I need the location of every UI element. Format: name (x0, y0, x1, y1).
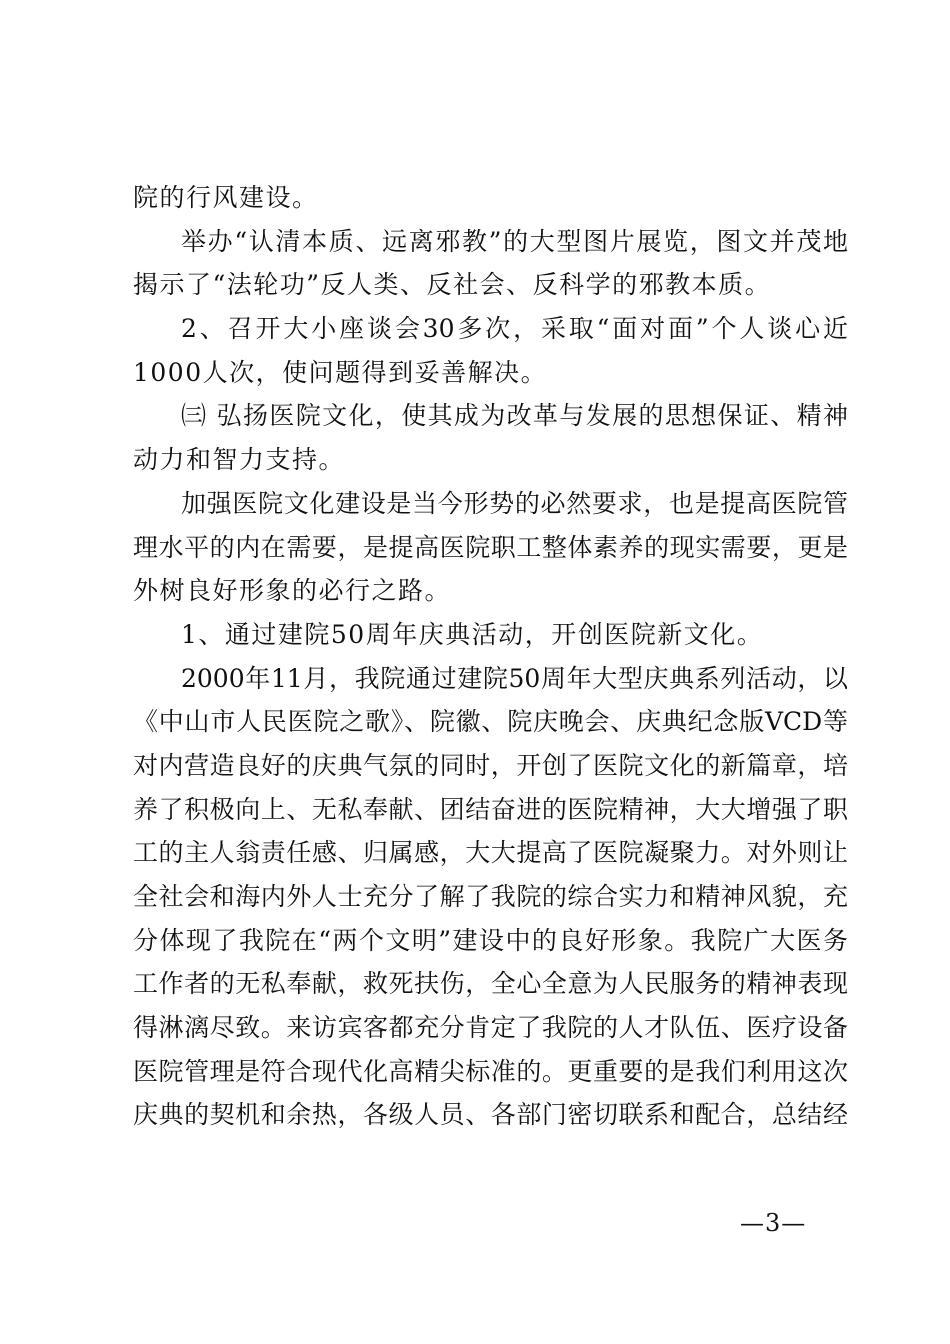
text-line: 庆典的契机和余热，各级人员、各部门密切联系和配合，总结经 (133, 1100, 848, 1130)
body-text (133, 176, 848, 1137)
text-line: 《中山市人民医院之歌》、院徽、院庆晚会、庆典纪念版VCD等 (133, 707, 848, 737)
text-line: 工的主人翁责任感、归属感，大大提高了医院凝聚力。对外则让 (133, 838, 848, 868)
page-number: —3— (740, 1209, 807, 1237)
text-line: 2、召开大小座谈会30多次，采取“面对面”个人谈心近 (181, 314, 848, 344)
text-line: 理水平的内在需要，是提高医院职工整体素养的现实需要，更是 (133, 532, 848, 562)
text-line: 分体现了我院在“两个文明”建设中的良好形象。我院广大医务 (133, 925, 848, 955)
text-line: 外树良好形象的必行之路。 (133, 576, 452, 606)
text-line: 对内营造良好的庆典气氛的同时，开创了医院文化的新篇章，培 (133, 750, 848, 780)
text-line: 养了积极向上、无私奉献、团结奋进的医院精神，大大增强了职 (133, 794, 848, 824)
text-line: 得淋漓尽致。来访宾客都充分肯定了我院的人才队伍、医疗设备 (133, 1013, 848, 1043)
subheading: 1、通过建院50周年庆典活动，开创医院新文化。 (181, 619, 764, 649)
text-line: 举办“认清本质、远离邪教”的大型图片展览，图文并茂地 (181, 226, 848, 256)
text-line: 1000人次，使问题得到妥善解决。 (133, 357, 548, 387)
text-line: 2000年11月，我院通过建院50周年大型庆典系列活动，以 (181, 663, 848, 693)
text-line: 院的行风建设。 (133, 183, 319, 212)
text-line: 工作者的无私奉献，救死扶伤，全心全意为人民服务的精神表现 (133, 969, 848, 999)
text-line: 全社会和海内外人士充分了解了我院的综合实力和精神风貌，充 (133, 882, 848, 911)
text-line: 动力和智力支持。 (133, 445, 346, 475)
text-line: 加强医院文化建设是当今形势的必然要求，也是提高医院管 (181, 488, 848, 518)
section-heading: ㈢ 弘扬医院文化，使其成为改革与发展的思想保证、精神 (181, 401, 848, 431)
text-line: 医院管理是符合现代化高精尖标准的。更重要的是我们利用这次 (133, 1056, 848, 1086)
text-line: 揭示了“法轮功”反人类、反社会、反科学的邪教本质。 (133, 270, 772, 300)
